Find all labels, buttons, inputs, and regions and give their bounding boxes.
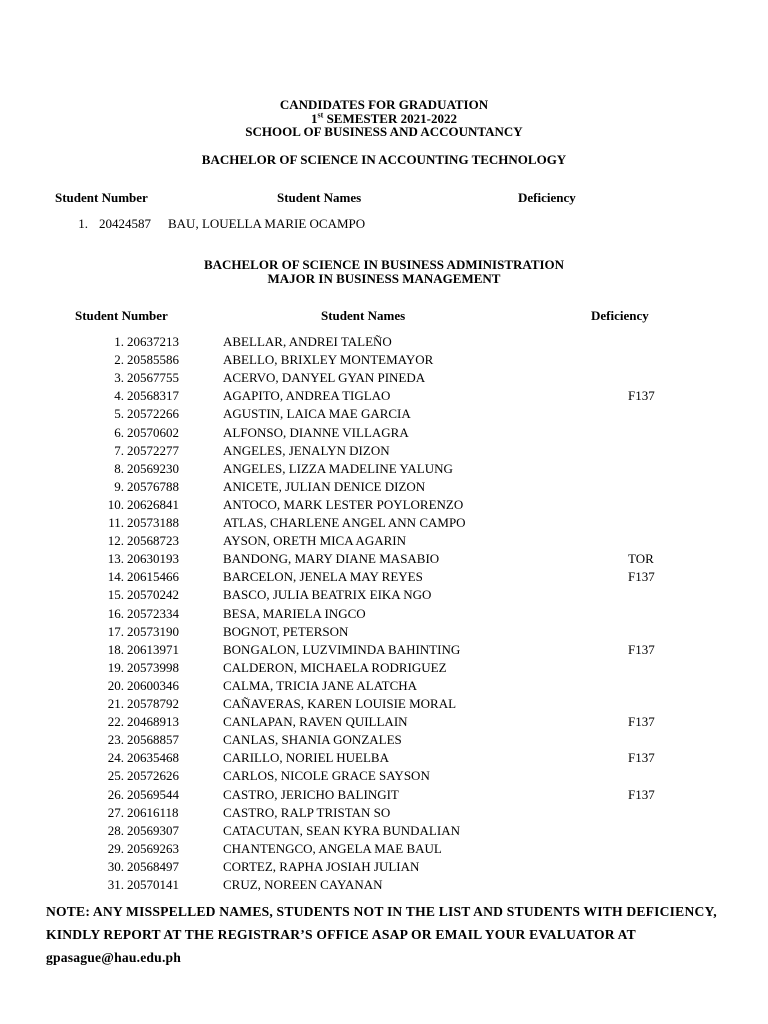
row-index: 28. [107, 822, 124, 838]
row-index: 18. [107, 641, 124, 657]
student-name: CALMA, TRICIA JANE ALATCHA [223, 677, 418, 693]
student-number: 20424587 [99, 216, 151, 231]
student-number: 20568497 [127, 858, 179, 874]
student-name: ANTOCO, MARK LESTER POYLORENZO [223, 496, 464, 512]
semester-ordinal: st [317, 110, 324, 120]
student-name: BONGALON, LUZVIMINDA BAHINTING [223, 641, 461, 657]
student-number: 20568723 [127, 533, 179, 549]
document-title: CANDIDATES FOR GRADUATION [279, 97, 489, 112]
student-name: AGUSTIN, LAICA MAE GARCIA [223, 406, 411, 422]
row-index: 13. [107, 551, 124, 567]
section2-table-row [0, 877, 768, 895]
row-index: 20. [107, 677, 124, 693]
section2-table-row [0, 696, 768, 714]
semester-number: 1 [311, 111, 318, 126]
section2-table-row [0, 642, 768, 660]
student-number: 20578792 [127, 696, 179, 711]
section1-col-deficiency: Deficiency [518, 190, 576, 205]
student-name: CATACUTAN, SEAN KYRA BUNDALIAN [223, 822, 460, 838]
row-index: 11. [108, 515, 124, 530]
section2-table-row [0, 443, 768, 461]
student-number: 20572266 [127, 406, 179, 422]
student-number: 20569307 [127, 822, 179, 838]
student-name: BESA, MARIELA INGCO [223, 605, 366, 621]
student-name: AYSON, ORETH MICA AGARIN [223, 533, 406, 549]
section2-col-deficiency: Deficiency [591, 308, 649, 323]
row-index: 3. [114, 370, 124, 386]
student-number: 20570602 [127, 424, 179, 440]
student-number: 20569263 [127, 840, 179, 856]
student-name: CASTRO, RALP TRISTAN SO [223, 804, 391, 820]
student-name: CARILLO, NORIEL HUELBA [223, 750, 389, 766]
deficiency: F137 [628, 714, 655, 730]
deficiency: TOR [628, 551, 654, 567]
student-name: BARCELON, JENELA MAY REYES [223, 569, 423, 585]
deficiency: F137 [628, 388, 655, 404]
school-name: SCHOOL OF BUSINESS AND ACCOUNTANCY [245, 124, 523, 139]
deficiency: F137 [628, 786, 655, 802]
row-index: 17. [107, 623, 124, 639]
section2-table-row [0, 461, 768, 479]
student-number: 20573998 [127, 659, 179, 675]
student-name: CRUZ, NOREEN CAYANAN [223, 877, 383, 892]
row-index: 1. [78, 216, 88, 231]
student-name: BANDONG, MARY DIANE MASABIO [223, 551, 440, 567]
student-name: ANGELES, LIZZA MADELINE YALUNG [223, 460, 453, 476]
student-name: CASTRO, JERICHO BALINGIT [223, 786, 399, 802]
student-number: 20568317 [127, 388, 179, 404]
student-number: 20468913 [127, 714, 179, 730]
student-number: 20573188 [127, 515, 179, 530]
section2-table-row [0, 425, 768, 443]
student-number: 20572334 [127, 605, 179, 621]
row-index: 21. [107, 696, 124, 711]
row-index: 23. [107, 732, 124, 748]
section2-table-row [0, 624, 768, 642]
section2-major-title: MAJOR IN BUSINESS MANAGEMENT [267, 271, 501, 286]
student-number: 20585586 [127, 352, 179, 368]
student-name: CARLOS, NICOLE GRACE SAYSON [223, 768, 430, 784]
student-name: BAU, LOUELLA MARIE OCAMPO [168, 216, 366, 231]
section2-table-row [0, 714, 768, 732]
section2-table-row [0, 660, 768, 678]
student-name: CHANTENGCO, ANGELA MAE BAUL [223, 840, 442, 856]
student-number: 20572277 [127, 442, 179, 458]
evaluator-email[interactable]: gpasague@hau.edu.ph [46, 950, 182, 965]
section2-table-row [0, 805, 768, 823]
student-number: 20567755 [127, 370, 179, 386]
student-number: 20635468 [127, 750, 179, 766]
student-name: ACERVO, DANYEL GYAN PINEDA [223, 370, 426, 386]
section2-table-row [0, 587, 768, 605]
section2-table-row [0, 732, 768, 750]
section2-table-row [0, 859, 768, 877]
row-index: 30. [107, 858, 124, 874]
section2-table-row [0, 479, 768, 497]
row-index: 8. [114, 460, 124, 476]
section2-table-row [0, 768, 768, 786]
student-number: 20615466 [127, 569, 179, 585]
row-index: 6. [114, 424, 124, 440]
student-number: 20637213 [127, 334, 179, 349]
deficiency: F137 [628, 569, 655, 585]
row-index: 29. [107, 840, 124, 856]
section2-table-row [0, 787, 768, 805]
section2-table-row [0, 515, 768, 533]
student-name: CALDERON, MICHAELA RODRIGUEZ [223, 659, 447, 675]
row-index: 27. [107, 804, 124, 820]
section2-table-row [0, 569, 768, 587]
section2-table-row [0, 388, 768, 406]
note-text: NOTE: ANY MISSPELLED NAMES, STUDENTS NOT IN THE LIST AND STUDENTS WITH DEFICIENCY, KINDLY REPORT AT THE REGISTRAR’S OFFICE ASAP OR EMAIL YOUR EVALUATOR AT [46, 904, 717, 942]
section2-table-row [0, 497, 768, 515]
student-number: 20613971 [127, 641, 179, 657]
deficiency: F137 [628, 641, 655, 657]
student-name: CAÑAVERAS, KAREN LOUISIE MORAL [223, 696, 457, 711]
student-number: 20573190 [127, 623, 179, 639]
student-name: ABELLAR, ANDREI TALEÑO [223, 334, 392, 349]
section2-table-row [0, 750, 768, 768]
student-number: 20630193 [127, 551, 179, 567]
student-number: 20626841 [127, 496, 179, 512]
section1-program-title: BACHELOR OF SCIENCE IN ACCOUNTING TECHNOLOGY [201, 152, 567, 167]
row-index: 12. [107, 533, 124, 549]
row-index: 16. [107, 605, 124, 621]
semester-text: SEMESTER 2021-2022 [323, 111, 457, 126]
student-number: 20570141 [127, 877, 179, 892]
section2-table-row [0, 678, 768, 696]
section2-col-student-names: Student Names [321, 308, 406, 323]
row-index: 24. [107, 750, 124, 766]
section2-table-row [0, 823, 768, 841]
section2-table-row [0, 334, 768, 352]
row-index: 4. [114, 388, 124, 404]
section2-table-row [0, 370, 768, 388]
section2-program-title: BACHELOR OF SCIENCE IN BUSINESS ADMINISTRATION [203, 257, 565, 272]
student-number: 20570242 [127, 587, 179, 603]
student-number: 20576788 [127, 478, 179, 494]
student-name: CORTEZ, RAPHA JOSIAH JULIAN [223, 858, 420, 874]
row-index: 9. [114, 478, 124, 494]
row-index: 7. [114, 442, 124, 458]
row-index: 31. [107, 877, 124, 892]
section2-col-student-number: Student Number [75, 308, 168, 323]
student-number: 20600346 [127, 677, 179, 693]
student-name: CANLAS, SHANIA GONZALES [223, 732, 402, 748]
registrar-note [46, 900, 736, 969]
student-number: 20569544 [127, 786, 179, 802]
student-name: BOGNOT, PETERSON [223, 623, 349, 639]
student-name: AGAPITO, ANDREA TIGLAO [223, 388, 391, 404]
row-index: 1. [114, 334, 124, 349]
row-index: 2. [114, 352, 124, 368]
student-name: BASCO, JULIA BEATRIX EIKA NGO [223, 587, 432, 603]
student-name: CANLAPAN, RAVEN QUILLAIN [223, 714, 408, 730]
section1-table-row [0, 216, 768, 234]
section1-col-student-names: Student Names [277, 190, 362, 205]
deficiency: F137 [628, 750, 655, 766]
row-index: 22. [107, 714, 124, 730]
row-index: 14. [107, 569, 124, 585]
section2-table-row [0, 406, 768, 424]
section2-table-row [0, 352, 768, 370]
row-index: 25. [107, 768, 124, 784]
student-name: ALFONSO, DIANNE VILLAGRA [223, 424, 409, 440]
section1-col-student-number: Student Number [55, 190, 148, 205]
student-number: 20616118 [127, 804, 179, 820]
section2-table-row [0, 841, 768, 859]
row-index: 15. [107, 587, 124, 603]
section2-table-row [0, 533, 768, 551]
student-name: ABELLO, BRIXLEY MONTEMAYOR [223, 352, 434, 368]
row-index: 19. [107, 659, 124, 675]
student-number: 20569230 [127, 460, 179, 476]
student-name: ANICETE, JULIAN DENICE DIZON [223, 478, 426, 494]
section2-table-row [0, 606, 768, 624]
row-index: 5. [114, 406, 124, 422]
row-index: 10. [107, 496, 124, 512]
student-name: ANGELES, JENALYN DIZON [223, 442, 390, 458]
row-index: 26. [107, 786, 124, 802]
student-name: ATLAS, CHARLENE ANGEL ANN CAMPO [223, 515, 466, 530]
student-number: 20572626 [127, 768, 179, 784]
section2-table-row [0, 551, 768, 569]
student-number: 20568857 [127, 732, 179, 748]
